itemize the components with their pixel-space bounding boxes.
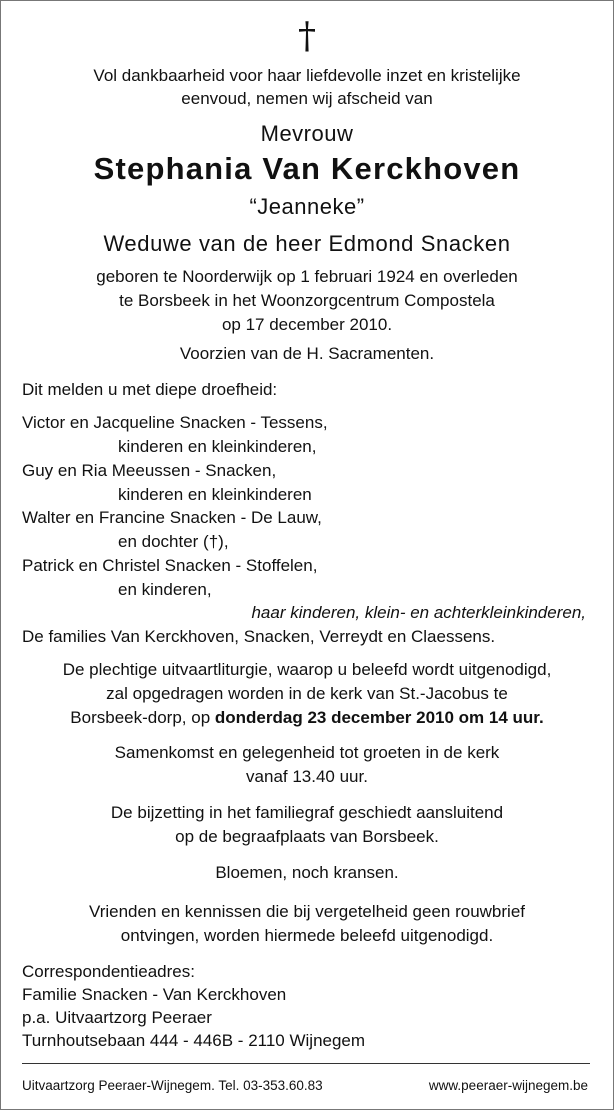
- family-line: Victor en Jacqueline Snacken - Tessens,: [22, 413, 328, 432]
- footer-contact: Uitvaartzorg Peeraer-Wijnegem. Tel. 03-353.60.83: [22, 1078, 323, 1093]
- burial-line-2: op de begraafplaats van Borsbeek.: [175, 827, 439, 846]
- friends-line-1: Vrienden en kennissen die bij vergetelheid geen rouwbrief: [89, 902, 525, 921]
- family-line: Guy en Ria Meeussen - Snacken,: [22, 461, 277, 480]
- burial-line-1: De bijzetting in het familiegraf geschiedt aansluitend: [110, 803, 504, 822]
- cross-icon: †: [298, 16, 316, 57]
- family-line: kinderen en kleinkinderen,: [118, 437, 317, 456]
- footer-website-link[interactable]: www.peeraer-wijnegem.be: [428, 1078, 588, 1093]
- family-line: en kinderen,: [118, 580, 212, 599]
- friends-line-2: ontvingen, worden hiermede beleefd uitgenodigd.: [120, 926, 494, 945]
- service-date: donderdag 23 december 2010 om 14 uur.: [214, 708, 544, 727]
- correspondence-line: p.a. Uitvaartzorg Peeraer: [22, 1008, 212, 1027]
- liturgy-line-1: De plechtige uitvaartliturgie, waarop u beleefd wordt uitgenodigd,: [62, 660, 552, 679]
- grandchildren-line: haar kinderen, klein- en achterkleinkinderen,: [251, 603, 586, 622]
- liturgy-prefix: Borsbeek-dorp, op: [70, 708, 215, 727]
- deceased-name: Stephania Van Kerckhoven: [93, 151, 521, 186]
- intro-line-2: eenvoud, nemen wij afscheid van: [181, 89, 433, 108]
- family-line: Patrick en Christel Snacken - Stoffelen,: [22, 556, 318, 575]
- liturgy-line-2: zal opgedragen worden in de kerk van St.-Jacobus te: [106, 684, 508, 703]
- family-line: Walter en Francine Snacken - De Lauw,: [22, 508, 322, 527]
- flowers-line: Bloemen, noch kransen.: [215, 863, 399, 882]
- gathering-line-2: vanaf 13.40 uur.: [246, 767, 368, 786]
- liturgy-line-3: [0, 708, 614, 728]
- birth-line-3: op 17 december 2010.: [221, 315, 393, 334]
- intro-line-1: Vol dankbaarheid voor haar liefdevolle inzet en kristelijke: [93, 66, 521, 85]
- family-line: en dochter (†),: [118, 532, 229, 551]
- gathering-line-1: Samenkomst en gelegenheid tot groeten in de kerk: [114, 743, 500, 762]
- birth-line-1: geboren te Noorderwijk op 1 februari 1924 en overleden: [96, 267, 518, 286]
- widow-line: Weduwe van de heer Edmond Snacken: [103, 231, 511, 256]
- correspondence-label: Correspondentieadres:: [22, 962, 195, 981]
- correspondence-line: Familie Snacken - Van Kerckhoven: [22, 985, 287, 1004]
- families-line: De families Van Kerckhoven, Snacken, Verreydt en Claessens.: [22, 627, 496, 646]
- birth-line-2: te Borsbeek in het Woonzorgcentrum Compostela: [119, 291, 495, 310]
- nickname: “Jeanneke”: [249, 194, 365, 219]
- announcement: Dit melden u met diepe droefheid:: [22, 380, 278, 399]
- correspondence-line: Turnhoutsebaan 444 - 446B - 2110 Wijnegem: [22, 1031, 366, 1050]
- footer-divider: [22, 1063, 590, 1064]
- title: Mevrouw: [260, 121, 354, 146]
- sacraments: Voorzien van de H. Sacramenten.: [179, 344, 435, 363]
- family-line: kinderen en kleinkinderen: [118, 485, 312, 504]
